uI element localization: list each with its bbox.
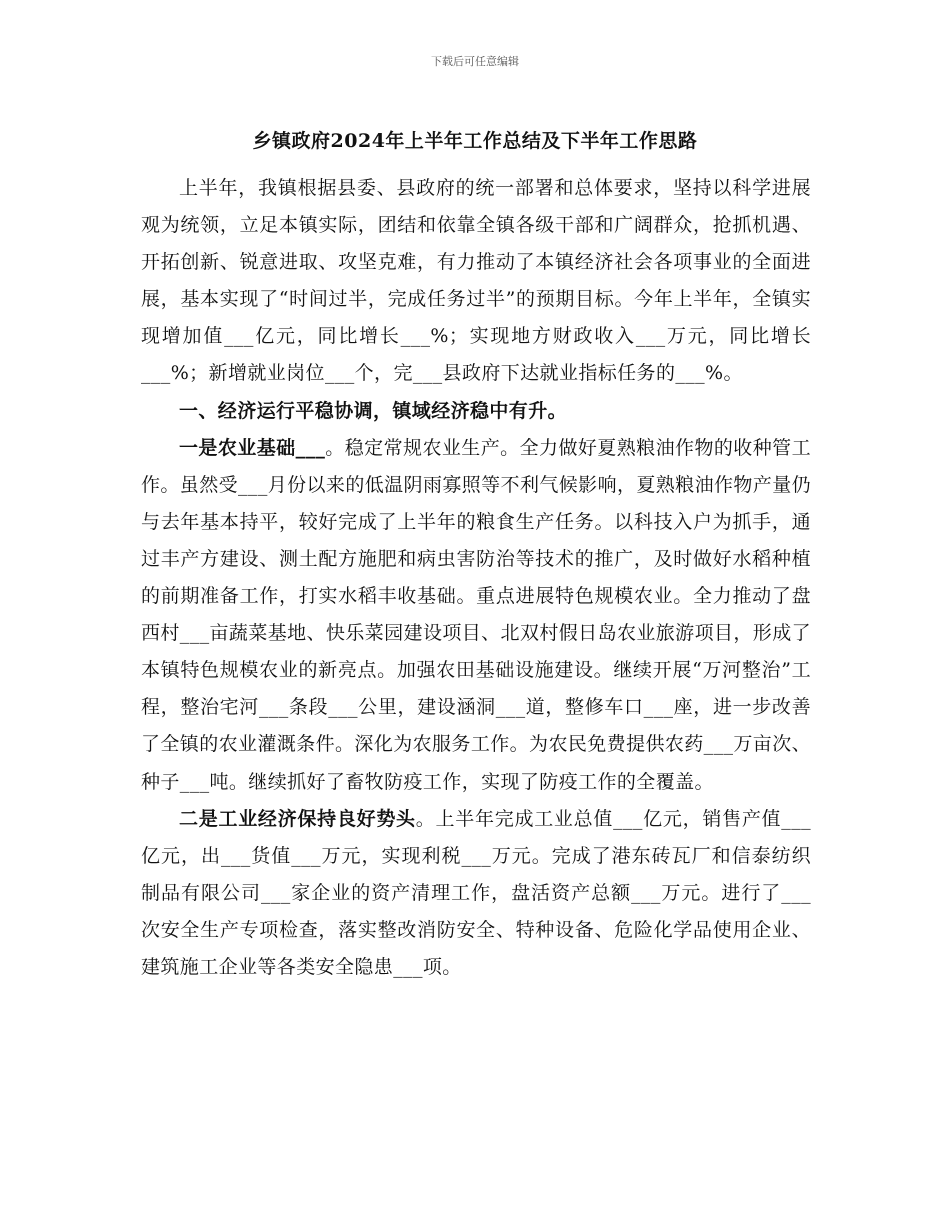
- document-title: 乡镇政府2024年上半年工作总结及下半年工作思路: [252, 130, 698, 152]
- paragraph-lead-agriculture: 一是农业基础___: [179, 436, 326, 459]
- paragraph-agriculture: [141, 430, 811, 801]
- paragraph-text-agriculture: 。稳定常规农业生产。全力做好夏熟粮油作物的收种管工作。虽然受___月份以来的低温阴雨寡照等不利气候影响，夏熟粮油作物产量仍与去年基本持平，较好完成了上半年的粮食生产任务。以科技入户为抓手，通过丰产方建设、测土配方施肥和病虫害防治等技术的推广，及时做好水稻种植的前期准备工作，打实水稻丰收基础。重点进展特色规模农业。全力推动了盘西村___亩蔬菜基地、快乐菜园建设项目、北双村假日岛农业旅游项目，形成了本镇特色规模农业的新亮点。加强农田基础设施建设。继续开展“万河整治”工程，整治宅河___条段___公里，建设涵洞___道，整修车口___座，进一步改善了全镇的农业灌溉条件。深化为农服务工作。为农民免费提供农药___万亩次、种子___吨。继续抓好了畜牧防疫工作，实现了防疫工作的全覆盖。: [141, 436, 811, 793]
- paragraph-industry: [141, 801, 811, 986]
- document-body: [141, 170, 811, 986]
- page-header: 下载后可任意编辑: [431, 55, 519, 68]
- paragraph-lead-industry: 二是工业经济保持良好势头: [179, 807, 416, 830]
- section-heading-1: 一、经济运行平稳协调，镇域经济稳中有升。: [179, 399, 568, 422]
- paragraph-intro: 上半年，我镇根据县委、县政府的统一部署和总体要求，坚持以科学进展观为统领，立足本镇实际，团结和依靠全镇各级干部和广阔群众，抢抓机遇、开拓创新、锐意进取、攻坚克难，有力推动了本镇经济社会各项事业的全面进展，基本实现了“时间过半，完成任务过半”的预期目标。今年上半年，全镇实现增加值___亿元，同比增长___%；实现地方财政收入___万元，同比增长___%；新增就业岗位___个，完___县政府下达就业指标任务的___%。: [141, 177, 811, 385]
- paragraph-text-industry: 。上半年完成工业总值___亿元，销售产值___亿元，出___货值___万元，实现利税___万元。完成了港东砖瓦厂和信泰纺织制品有限公司___家企业的资产清理工作，盘活资产总额___万元。进行了___次安全生产专项检查，落实整改消防安全、特种设备、危险化学品使用企业、建筑施工企业等各类安全隐患___项。: [141, 807, 811, 978]
